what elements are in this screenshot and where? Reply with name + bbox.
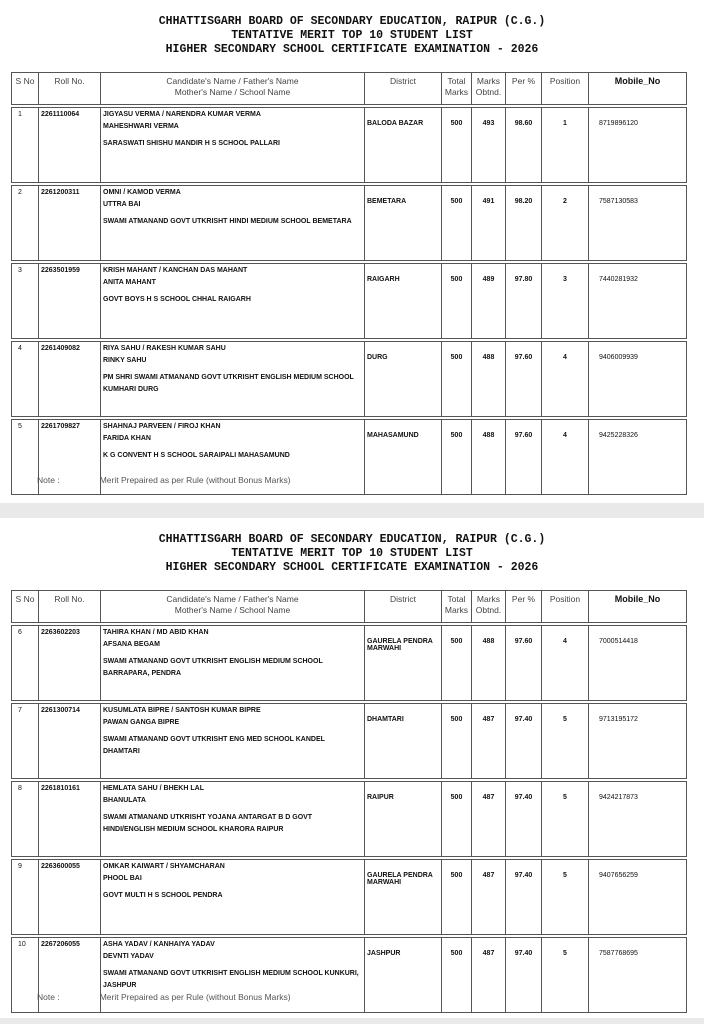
school-name: SWAMI ATMANAND GOVT UTKRISHT ENG MED SCHOOL KANDEL DHAMTARI <box>103 736 325 755</box>
col-obtained: Marks Obtnd. <box>472 591 506 623</box>
row-mobile: 7587130583 <box>589 186 687 261</box>
table-row <box>12 782 687 857</box>
row-district: BALODA BAZAR <box>365 108 442 183</box>
row-total: 500 <box>442 420 472 495</box>
col-district: District <box>365 591 442 623</box>
row-district: RAIPUR <box>365 782 442 857</box>
row-percent: 97.40 <box>506 860 542 935</box>
col-percent: Per % <box>506 73 542 105</box>
note-text: Merit Prepaired as per Rule (without Bonus Marks) <box>99 475 291 485</box>
row-total: 500 <box>442 264 472 339</box>
table-row <box>12 626 687 701</box>
candidate-name: HEMLATA SAHU / BHEKH LAL <box>103 785 204 792</box>
table-row <box>12 860 687 935</box>
school-name: SWAMI ATMANAND GOVT UTKRISHT ENGLISH MEDIUM SCHOOL KUNKURI, JASHPUR <box>103 970 359 989</box>
page-header <box>0 15 704 57</box>
row-roll: 2261300714 <box>39 704 101 779</box>
row-obtained: 487 <box>472 782 506 857</box>
school-name: SWAMI ATMANAND GOVT UTKRISHT HINDI MEDIUM SCHOOL BEMETARA <box>103 218 352 225</box>
row-candidate <box>101 264 365 339</box>
col-position: Position <box>542 73 589 105</box>
mother-name: DEVNTI YADAV <box>103 952 154 960</box>
table-row <box>12 264 687 339</box>
row-obtained: 488 <box>472 420 506 495</box>
row-position: 2 <box>542 186 589 261</box>
row-candidate <box>101 782 365 857</box>
row-total: 500 <box>442 186 472 261</box>
row-roll: 2263600055 <box>39 860 101 935</box>
row-position: 1 <box>542 108 589 183</box>
row-sno: 10 <box>12 938 39 1013</box>
col-roll: Roll No. <box>39 591 101 623</box>
mother-name: AFSANA BEGAM <box>103 640 160 648</box>
row-total: 500 <box>442 626 472 701</box>
row-total: 500 <box>442 782 472 857</box>
row-candidate <box>101 626 365 701</box>
merit-table <box>11 72 687 495</box>
col-obtained: Marks Obtnd. <box>472 73 506 105</box>
school-name: SARASWATI SHISHU MANDIR H S SCHOOL PALLARI <box>103 140 280 147</box>
note <box>37 475 291 485</box>
row-percent: 97.60 <box>506 626 542 701</box>
row-total: 500 <box>442 342 472 417</box>
row-candidate <box>101 342 365 417</box>
candidate-name: JIGYASU VERMA / NARENDRA KUMAR VERMA <box>103 111 261 118</box>
mother-name: ANITA MAHANT <box>103 278 156 286</box>
school-name: PM SHRI SWAMI ATMANAND GOVT UTKRISHT ENGLISH MEDIUM SCHOOL KUMHARI DURG <box>103 374 354 393</box>
row-roll: 2261110064 <box>39 108 101 183</box>
table-row <box>12 108 687 183</box>
col-roll: Roll No. <box>39 73 101 105</box>
row-total: 500 <box>442 108 472 183</box>
col-candidate: Candidate's Name / Father's Name Mother's Name / School Name <box>101 73 365 105</box>
row-mobile: 9713195172 <box>589 704 687 779</box>
row-roll: 2261409082 <box>39 342 101 417</box>
candidate-name: OMNI / KAMOD VERMA <box>103 189 181 196</box>
row-district: MAHASAMUND <box>365 420 442 495</box>
mother-name: PHOOL BAI <box>103 874 142 882</box>
school-name: K G CONVENT H S SCHOOL SARAIPALI MAHASAMUND <box>103 452 290 459</box>
row-roll: 2261200311 <box>39 186 101 261</box>
school-name: SWAMI ATMANAND GOVT UTKRISHT ENGLISH MEDIUM SCHOOL BARRAPARA, PENDRA <box>103 658 323 677</box>
row-candidate <box>101 704 365 779</box>
row-position: 4 <box>542 420 589 495</box>
school-name: SWAMI ATMANAND UTKRISHT YOJANA ANTARGAT B D GOVT HINDI/ENGLISH MEDIUM SCHOOL KHARORA RAIPUR <box>103 814 313 833</box>
row-sno: 3 <box>12 264 39 339</box>
school-name: GOVT MULTI H S SCHOOL PENDRA <box>103 892 223 899</box>
page-header <box>0 533 704 575</box>
col-mobile: Mobile_No <box>589 73 687 105</box>
row-obtained: 487 <box>472 938 506 1013</box>
note <box>37 992 291 1002</box>
row-sno: 1 <box>12 108 39 183</box>
row-candidate <box>101 108 365 183</box>
candidate-name: SHAHNAJ PARVEEN / FIROJ KHAN <box>103 423 221 430</box>
row-obtained: 488 <box>472 626 506 701</box>
table-header-row <box>12 591 687 623</box>
mother-name: UTTRA BAI <box>103 200 141 208</box>
row-district: RAIGARH <box>365 264 442 339</box>
row-sno: 6 <box>12 626 39 701</box>
table-row <box>12 186 687 261</box>
note-text: Merit Prepaired as per Rule (without Bonus Marks) <box>99 992 291 1002</box>
row-percent: 97.40 <box>506 704 542 779</box>
col-sno: S No <box>12 591 39 623</box>
candidate-name: OMKAR KAIWART / SHYAMCHARAN <box>103 863 225 870</box>
row-percent: 97.80 <box>506 264 542 339</box>
row-district: JASHPUR <box>365 938 442 1013</box>
col-percent: Per % <box>506 591 542 623</box>
row-obtained: 487 <box>472 704 506 779</box>
row-position: 4 <box>542 342 589 417</box>
col-total: Total Marks <box>442 73 472 105</box>
row-total: 500 <box>442 860 472 935</box>
row-obtained: 491 <box>472 186 506 261</box>
col-mobile: Mobile_No <box>589 591 687 623</box>
mother-name: BHANULATA <box>103 796 146 804</box>
row-mobile: 7440281932 <box>589 264 687 339</box>
row-sno: 7 <box>12 704 39 779</box>
candidate-name: RIYA SAHU / RAKESH KUMAR SAHU <box>103 345 226 352</box>
row-candidate <box>101 860 365 935</box>
row-roll: 2261709827 <box>39 420 101 495</box>
note-label: Note : <box>37 992 60 1002</box>
row-obtained: 489 <box>472 264 506 339</box>
row-position: 5 <box>542 860 589 935</box>
row-mobile: 9407656259 <box>589 860 687 935</box>
merit-page-2 <box>0 518 704 1018</box>
exam-title: HIGHER SECONDARY SCHOOL CERTIFICATE EXAMINATION - 2026 <box>165 561 539 574</box>
merit-page-1 <box>0 0 704 503</box>
row-position: 3 <box>542 264 589 339</box>
mother-name: PAWAN GANGA BIPRE <box>103 718 180 726</box>
board-title: CHHATTISGARH BOARD OF SECONDARY EDUCATION, RAIPUR (C.G.) <box>158 533 546 546</box>
row-position: 4 <box>542 626 589 701</box>
list-title: TENTATIVE MERIT TOP 10 STUDENT LIST <box>231 29 473 42</box>
row-candidate <box>101 186 365 261</box>
note-label: Note : <box>37 475 60 485</box>
row-position: 5 <box>542 782 589 857</box>
row-percent: 97.40 <box>506 782 542 857</box>
candidate-name: ASHA YADAV / KANHAIYA YADAV <box>103 941 215 948</box>
row-mobile: 9425228326 <box>589 420 687 495</box>
row-position: 5 <box>542 704 589 779</box>
candidate-name: KRISH MAHANT / KANCHAN DAS MAHANT <box>103 267 248 274</box>
row-percent: 97.60 <box>506 420 542 495</box>
exam-title: HIGHER SECONDARY SCHOOL CERTIFICATE EXAMINATION - 2026 <box>165 43 539 56</box>
candidate-name: TAHIRA KHAN / MD ABID KHAN <box>103 629 209 636</box>
mother-name: RINKY SAHU <box>103 356 147 364</box>
row-district: BEMETARA <box>365 186 442 261</box>
row-roll: 2267206055 <box>39 938 101 1013</box>
col-sno: S No <box>12 73 39 105</box>
school-name: GOVT BOYS H S SCHOOL CHHAL RAIGARH <box>103 296 251 303</box>
mother-name: FARIDA KHAN <box>103 434 151 442</box>
row-percent: 97.40 <box>506 938 542 1013</box>
row-obtained: 487 <box>472 860 506 935</box>
table-row <box>12 704 687 779</box>
candidate-name: KUSUMLATA BIPRE / SANTOSH KUMAR BIPRE <box>103 707 261 714</box>
row-district: DURG <box>365 342 442 417</box>
col-total: Total Marks <box>442 591 472 623</box>
mother-name: MAHESHWARI VERMA <box>103 122 179 130</box>
row-roll: 2263501959 <box>39 264 101 339</box>
table-row <box>12 342 687 417</box>
row-sno: 9 <box>12 860 39 935</box>
row-total: 500 <box>442 938 472 1013</box>
merit-table <box>11 590 687 1013</box>
row-roll: 2263602203 <box>39 626 101 701</box>
row-percent: 98.60 <box>506 108 542 183</box>
row-mobile: 9424217873 <box>589 782 687 857</box>
col-candidate: Candidate's Name / Father's Name Mother's Name / School Name <box>101 591 365 623</box>
row-mobile: 9406009939 <box>589 342 687 417</box>
row-position: 5 <box>542 938 589 1013</box>
row-percent: 98.20 <box>506 186 542 261</box>
row-roll: 2261810161 <box>39 782 101 857</box>
row-sno: 4 <box>12 342 39 417</box>
row-mobile: 7587768695 <box>589 938 687 1013</box>
row-percent: 97.60 <box>506 342 542 417</box>
row-obtained: 488 <box>472 342 506 417</box>
list-title: TENTATIVE MERIT TOP 10 STUDENT LIST <box>231 547 473 560</box>
col-district: District <box>365 73 442 105</box>
row-district: GAURELA PENDRA MARWAHI <box>365 860 442 935</box>
col-position: Position <box>542 591 589 623</box>
row-total: 500 <box>442 704 472 779</box>
row-sno: 5 <box>12 420 39 495</box>
row-district: DHAMTARI <box>365 704 442 779</box>
row-obtained: 493 <box>472 108 506 183</box>
board-title: CHHATTISGARH BOARD OF SECONDARY EDUCATION, RAIPUR (C.G.) <box>158 15 546 28</box>
row-district: GAURELA PENDRA MARWAHI <box>365 626 442 701</box>
row-sno: 8 <box>12 782 39 857</box>
row-mobile: 7000514418 <box>589 626 687 701</box>
row-mobile: 8719896120 <box>589 108 687 183</box>
table-header-row <box>12 73 687 105</box>
row-sno: 2 <box>12 186 39 261</box>
